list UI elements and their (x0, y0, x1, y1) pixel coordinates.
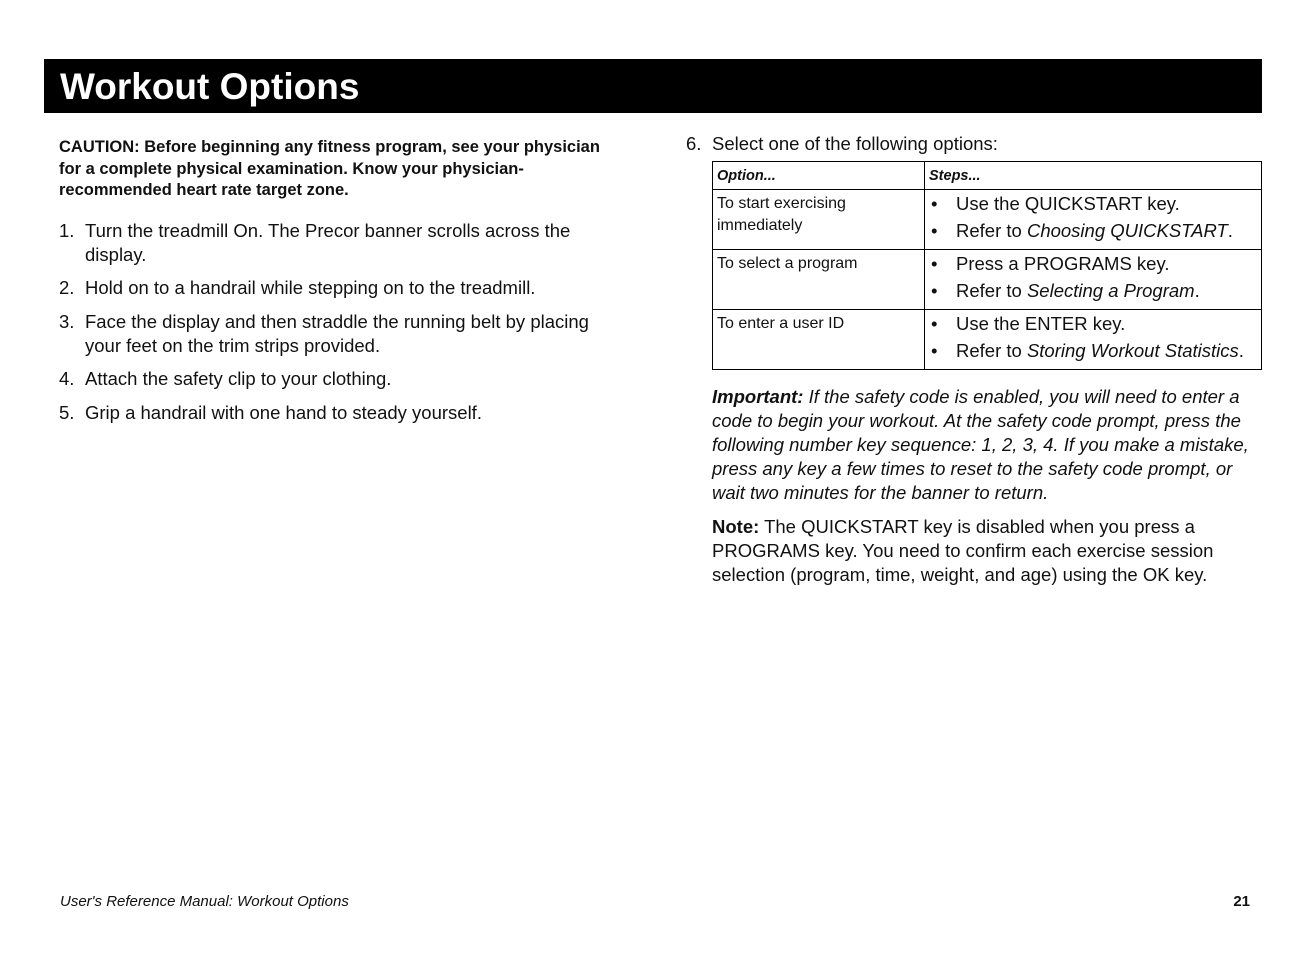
option-cell: To select a program (713, 250, 925, 310)
steps-cell (925, 190, 1262, 250)
step-text: Select one of the following options: (712, 133, 998, 154)
bullet-icon: • (931, 193, 938, 214)
step-item (686, 132, 1266, 156)
cross-reference: Storing Workout Statistics (1026, 340, 1239, 361)
bullet-item (931, 219, 1257, 243)
bullet-item (931, 339, 1257, 363)
step-text-end: . (1194, 280, 1200, 301)
step-text: Turn the treadmill On. The Precor banner scrolls across the display. (85, 219, 571, 265)
important-text: If the safety code is enabled, you will need to enter a code to begin your workout. At the safety code prompt, press the following number key sequence: 1, 2, 3, 4. If you make a mistake, press any key a few times to reset to the safety code prompt, or wait two minutes for the banner to return. (712, 386, 1249, 503)
bullet-icon: • (931, 280, 938, 301)
bullet-item (931, 192, 1257, 216)
options-table (712, 161, 1262, 370)
option-cell: To start exercising immediately (713, 190, 925, 250)
steps-column-header: Steps... (925, 162, 1262, 190)
step-number: 3. (59, 310, 75, 332)
bullet-icon: • (931, 253, 938, 274)
step-text: Refer to (956, 280, 1027, 301)
table-header-row (713, 162, 1262, 190)
note (712, 515, 1262, 587)
bullet-item (931, 279, 1257, 303)
title-bar (44, 59, 1262, 113)
step-text: Use the ENTER key. (956, 313, 1126, 334)
steps-cell (925, 250, 1262, 310)
cross-reference: Selecting a Program (1026, 280, 1195, 301)
step-text: Hold on to a handrail while stepping on to the treadmill. (85, 277, 536, 298)
caution-text: CAUTION: Before beginning any fitness program, see your physician for a complete physical examination. Know your physician-recommended heart rate target zone. (59, 138, 600, 199)
bullet-item (931, 252, 1257, 276)
bullet-icon: • (931, 220, 938, 241)
step-text: Refer to (956, 220, 1027, 241)
cross-reference: Choosing QUICKSTART (1026, 220, 1228, 241)
step-item (59, 310, 619, 358)
step-number: 2. (59, 277, 75, 298)
footer-manual-title: User's Reference Manual: Workout Options (60, 893, 349, 910)
note-text: The QUICKSTART key is disabled when you press a PROGRAMS key. You need to confirm each exercise session selection (program, time, weight, and age) using the OK key. (712, 516, 1214, 585)
steps-list (59, 219, 619, 425)
table-row (713, 250, 1262, 310)
bullet-icon: • (931, 340, 938, 361)
left-column (59, 137, 619, 434)
note-label: Note: (712, 516, 760, 537)
page-number: 21 (1233, 893, 1250, 910)
step-item (59, 401, 619, 425)
step-text: Use the QUICKSTART key. (956, 193, 1180, 214)
step-text: Face the display and then straddle the running belt by placing your feet on the trim strips provided. (85, 310, 589, 356)
step-number: 4. (59, 368, 75, 389)
page-title: Workout Options (60, 66, 360, 107)
step-text: Refer to (956, 340, 1027, 361)
important-label: Important: (712, 386, 804, 407)
step-number: 6. (686, 133, 702, 154)
step-text: Grip a handrail with one hand to steady yourself. (85, 401, 482, 423)
step-item (59, 219, 619, 267)
option-cell: To enter a user ID (713, 310, 925, 370)
step-item (59, 367, 619, 391)
step-text: Attach the safety clip to your clothing. (85, 368, 392, 389)
step-number: 1. (59, 219, 75, 241)
step-text: Press a PROGRAMS key. (956, 253, 1170, 274)
step-text-end: . (1227, 220, 1233, 241)
steps-cell (925, 310, 1262, 370)
option-column-header: Option... (713, 162, 925, 190)
step-number: 5. (59, 401, 75, 423)
table-row (713, 190, 1262, 250)
right-column (686, 132, 1266, 587)
important-note (712, 385, 1262, 505)
bullet-icon: • (931, 313, 938, 334)
table-row (713, 310, 1262, 370)
bullet-item (931, 312, 1257, 336)
step-text-end: . (1238, 340, 1244, 361)
step-item (59, 276, 619, 300)
